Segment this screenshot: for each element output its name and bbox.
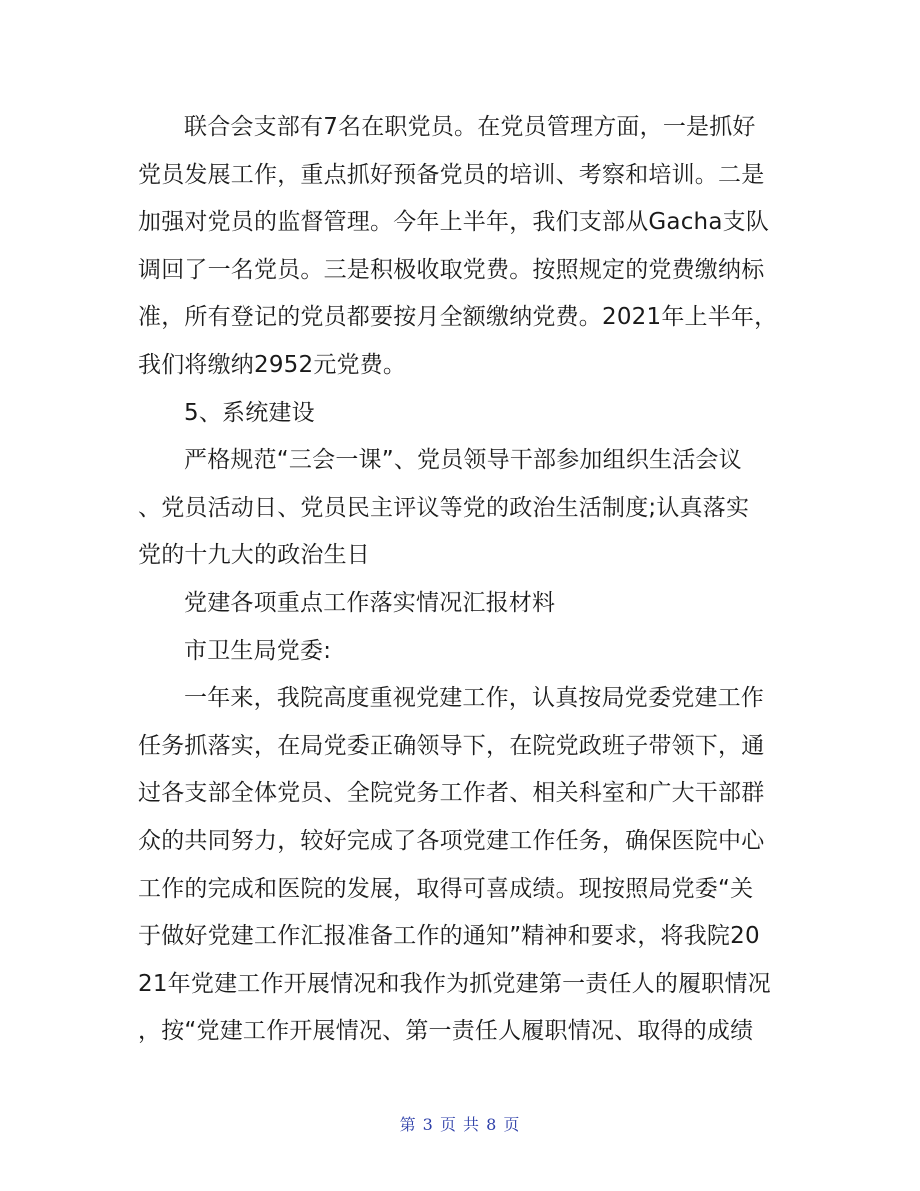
paragraph-line: 准，所有登记的党员都要按月全额缴纳党费。2021年上半年， (138, 304, 778, 331)
paragraph-line: 严格规范“三会一课”、党员领导干部参加组织生活会议 (184, 447, 742, 474)
paragraph-line: 过各支部全体党员、全院党务工作者、相关科室和广大干部群 (138, 780, 765, 807)
paragraph-line: 、党员活动日、党员民主评议等党的政治生活制度;认真落实 (138, 494, 750, 521)
paragraph-line: 党的十九大的政治生日 (138, 542, 370, 569)
paragraph-line: 一年来，我院高度重视党建工作，认真按局党委党建工作 (184, 685, 764, 712)
paragraph-line: 于做好党建工作汇报准备工作的通知”精神和要求，将我院20 (138, 923, 760, 950)
paragraph-line: ，按“党建工作开展情况、第一责任人履职情况、取得的成绩 (138, 1018, 754, 1045)
section-heading: 5、系统建设 (184, 399, 315, 426)
paragraph-line: 联合会支部有7名在职党员。在党员管理方面，一是抓好 (184, 114, 756, 140)
document-title: 党建各项重点工作落实情况汇报材料 (184, 589, 556, 616)
paragraph-line: 21年党建工作开展情况和我作为抓党建第一责任人的履职情况 (138, 970, 771, 997)
document-body (138, 104, 798, 1056)
paragraph-line: 调回了一名党员。三是积极收取党费。按照规定的党费缴纳标 (138, 256, 765, 283)
paragraph-line: 工作的完成和医院的发展，取得可喜成绩。现按照局党委“关 (138, 875, 754, 902)
paragraph-line: 加强对党员的监督管理。今年上半年，我们支部从Gacha支队 (138, 209, 770, 236)
paragraph-line: 任务抓落实，在局党委正确领导下，在院党政班子带领下，通 (138, 732, 765, 759)
paragraph-line: 众的共同努力，较好完成了各项党建工作任务，确保医院中心 (138, 827, 765, 854)
paragraph-line: 党员发展工作，重点抓好预备党员的培训、考察和培训。二是 (138, 161, 765, 188)
paragraph-line: 我们将缴纳2952元党费。 (138, 351, 407, 378)
salutation: 市卫生局党委: (184, 637, 332, 664)
page-number: 第 3 页 共 8 页 (399, 1115, 521, 1134)
